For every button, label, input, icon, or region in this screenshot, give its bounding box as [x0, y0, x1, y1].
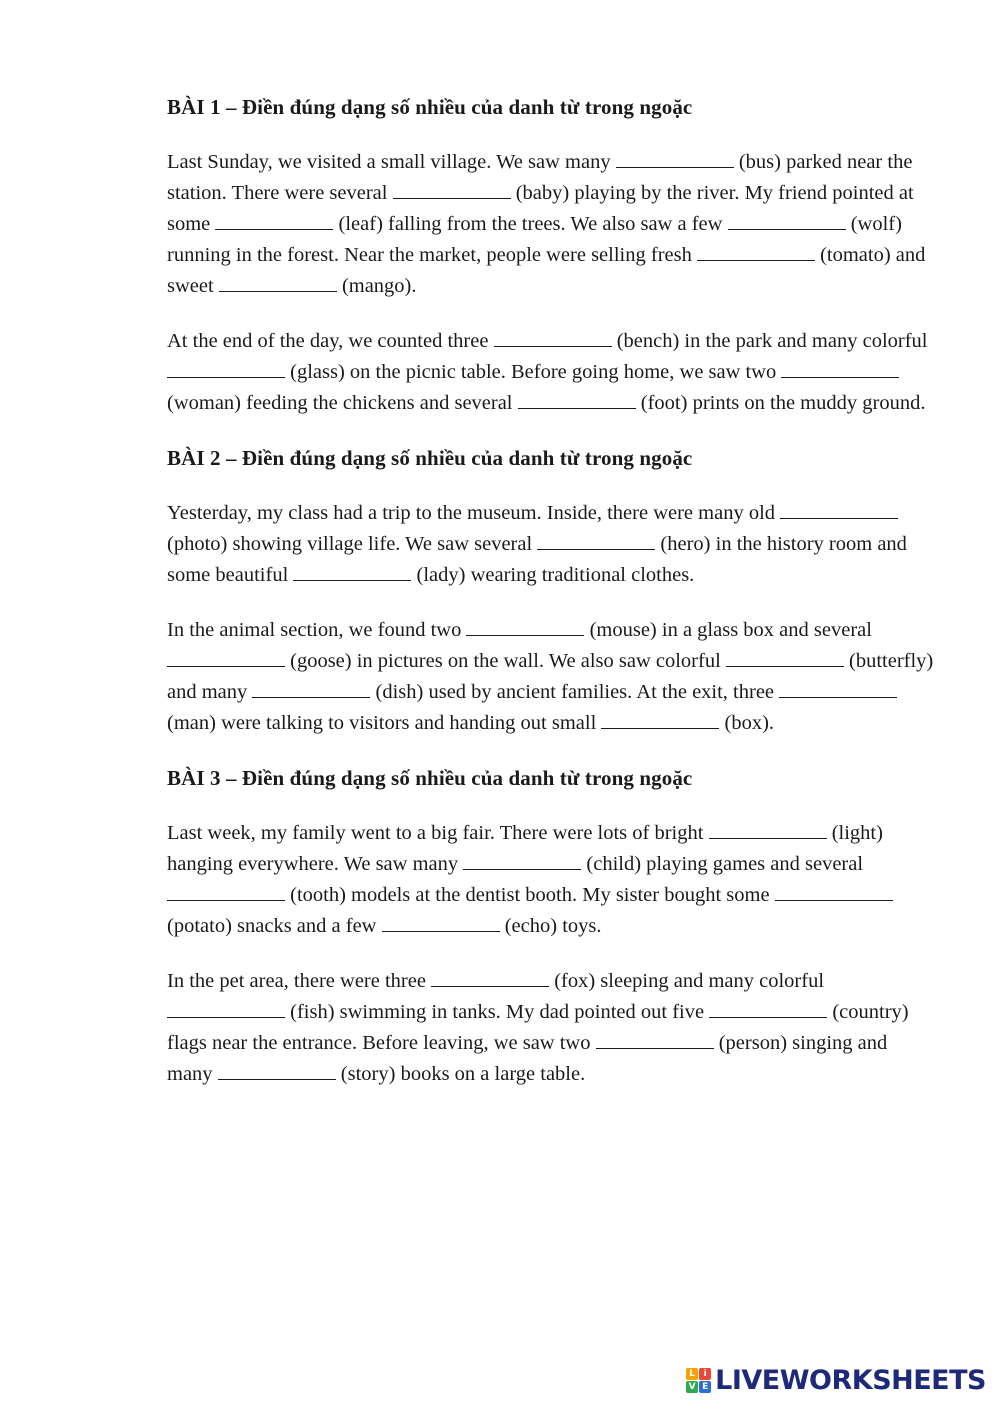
answer-blank[interactable] — [775, 885, 893, 901]
answer-blank[interactable] — [382, 916, 500, 932]
text-segment: (foot) prints on the muddy ground. — [635, 392, 926, 414]
text-segment: (bench) in the park and many colorful — [611, 330, 928, 352]
text-segment: (bus) parked near the station. There were several — [167, 151, 913, 204]
answer-blank[interactable] — [697, 245, 815, 261]
text-segment: (country) flags near the entrance. Before leaving, we saw two — [167, 1001, 909, 1054]
section-title: BÀI 1 – Điền đúng dạng số nhiều của danh từ trong ngoặc — [167, 95, 693, 119]
text-segment: (wolf) running in the forest. Near the market, people were selling fresh — [167, 213, 902, 266]
text-segment: (hero) in the history room and some beautiful — [167, 533, 907, 586]
answer-blank[interactable] — [780, 503, 898, 519]
answer-blank[interactable] — [219, 276, 337, 292]
liveworksheets-logo-icon — [686, 1368, 711, 1393]
answer-blank[interactable] — [167, 651, 285, 667]
text-segment: (baby) playing by the river. My friend pointed at some — [167, 182, 914, 235]
answer-blank[interactable] — [596, 1033, 714, 1049]
text-segment: (mango). — [336, 275, 417, 297]
answer-blank[interactable] — [393, 183, 511, 199]
text-segment: (lady) wearing traditional clothes. — [411, 564, 695, 586]
exercise-paragraph — [167, 147, 937, 302]
text-segment: (photo) showing village life. We saw several — [167, 533, 538, 555]
answer-blank[interactable] — [779, 682, 897, 698]
text-segment: In the animal section, we found two — [167, 619, 467, 641]
answer-blank[interactable] — [616, 152, 734, 168]
text-segment: In the pet area, there were three — [167, 970, 432, 992]
text-segment: (fox) sleeping and many colorful — [549, 970, 825, 992]
answer-blank[interactable] — [167, 362, 285, 378]
answer-blank[interactable] — [494, 331, 612, 347]
answer-blank[interactable] — [218, 1064, 336, 1080]
answer-blank[interactable] — [709, 823, 827, 839]
worksheet-content — [167, 92, 937, 1114]
liveworksheets-brand — [686, 1365, 986, 1396]
text-segment: (tomato) and sweet — [167, 244, 926, 297]
answer-blank[interactable] — [709, 1002, 827, 1018]
text-segment: (person) singing and many — [167, 1032, 888, 1085]
brand-text: LIVEWORKSHEETS — [715, 1365, 986, 1396]
answer-blank[interactable] — [518, 393, 636, 409]
text-segment: (potato) snacks and a few — [167, 915, 382, 937]
exercise-paragraph — [167, 615, 937, 739]
text-segment: (light) hanging everywhere. We saw many — [167, 822, 883, 875]
logo-tile: i — [699, 1368, 711, 1380]
answer-blank[interactable] — [431, 971, 549, 987]
text-segment: Yesterday, my class had a trip to the museum. Inside, there were many old — [167, 502, 781, 524]
text-segment: (dish) used by ancient families. At the exit, three — [370, 681, 780, 703]
exercise-paragraph — [167, 326, 937, 419]
answer-blank[interactable] — [215, 214, 333, 230]
text-segment: Last week, my family went to a big fair. There were lots of bright — [167, 822, 709, 844]
exercise-paragraph — [167, 818, 937, 942]
text-segment: (box). — [719, 712, 775, 734]
text-segment: (butterfly) and many — [167, 650, 934, 703]
answer-blank[interactable] — [728, 214, 846, 230]
text-segment: (tooth) models at the dentist booth. My sister bought some — [285, 884, 775, 906]
answer-blank[interactable] — [167, 885, 285, 901]
text-segment: (goose) in pictures on the wall. We also saw colorful — [285, 650, 726, 672]
exercise-paragraph — [167, 966, 937, 1090]
answer-blank[interactable] — [293, 565, 411, 581]
text-segment: (fish) swimming in tanks. My dad pointed out five — [285, 1001, 710, 1023]
section-title: BÀI 3 – Điền đúng dạng số nhiều của danh từ trong ngoặc — [167, 766, 693, 790]
text-segment: (mouse) in a glass box and several — [584, 619, 872, 641]
answer-blank[interactable] — [252, 682, 370, 698]
answer-blank[interactable] — [167, 1002, 285, 1018]
logo-tile: E — [699, 1381, 711, 1393]
answer-blank[interactable] — [601, 713, 719, 729]
section-title: BÀI 2 – Điền đúng dạng số nhiều của danh từ trong ngoặc — [167, 446, 693, 470]
text-segment: (leaf) falling from the trees. We also saw a few — [333, 213, 728, 235]
text-segment: (echo) toys. — [499, 915, 602, 937]
text-segment: (child) playing games and several — [581, 853, 864, 875]
logo-tile: V — [686, 1381, 698, 1393]
exercise-paragraph — [167, 498, 937, 591]
text-segment: (story) books on a large table. — [335, 1063, 586, 1085]
text-segment: (woman) feeding the chickens and several — [167, 392, 518, 414]
text-segment: Last Sunday, we visited a small village. We saw many — [167, 151, 616, 173]
text-segment: (man) were talking to visitors and handing out small — [167, 712, 602, 734]
answer-blank[interactable] — [463, 854, 581, 870]
answer-blank[interactable] — [466, 620, 584, 636]
answer-blank[interactable] — [537, 534, 655, 550]
text-segment: At the end of the day, we counted three — [167, 330, 494, 352]
logo-tile: L — [686, 1368, 698, 1380]
answer-blank[interactable] — [726, 651, 844, 667]
text-segment: (glass) on the picnic table. Before going home, we saw two — [285, 361, 782, 383]
answer-blank[interactable] — [781, 362, 899, 378]
